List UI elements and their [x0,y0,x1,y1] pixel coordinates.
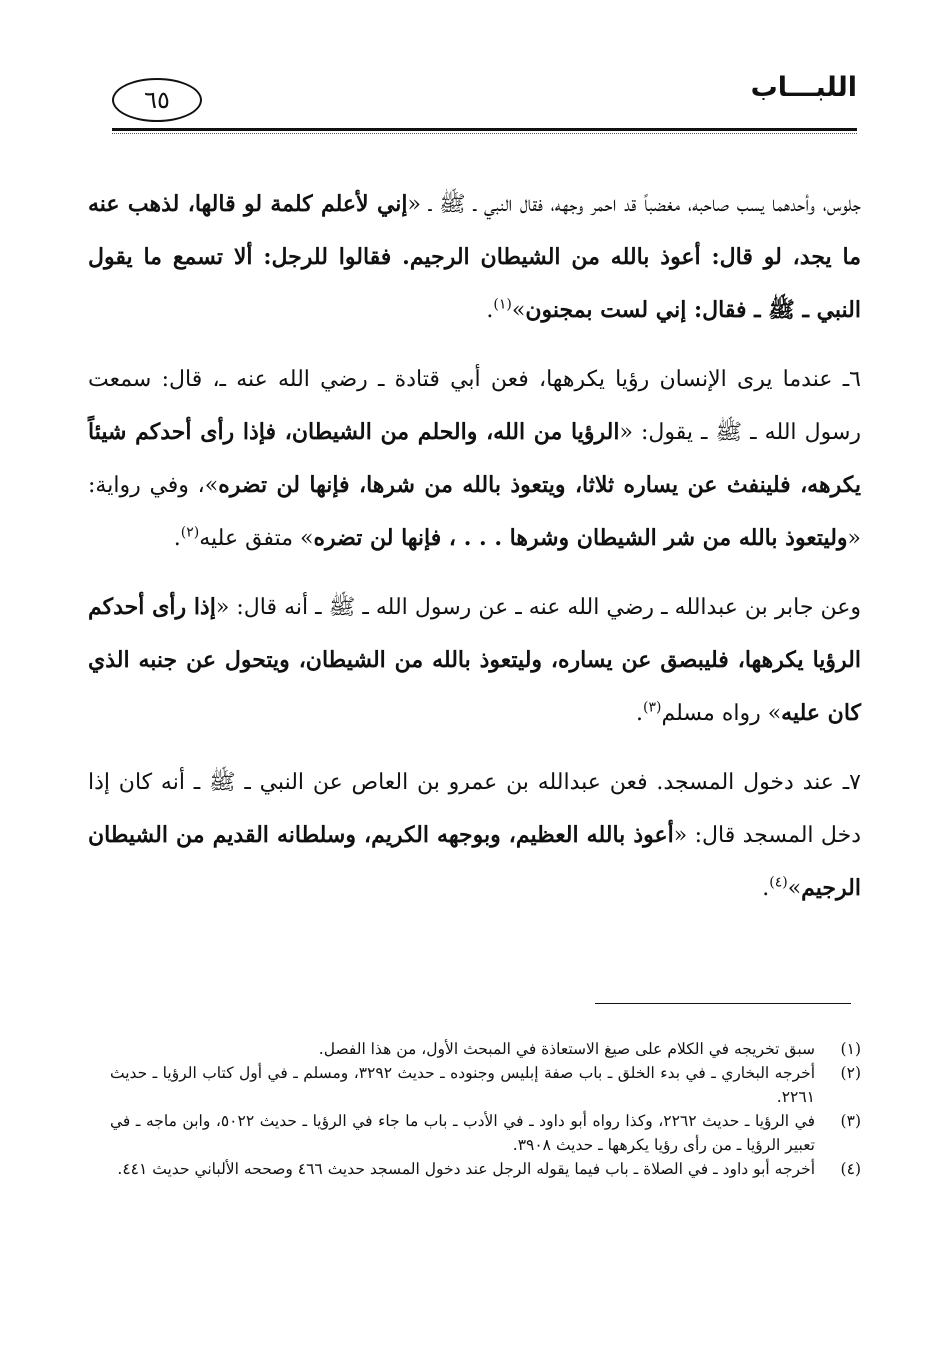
hadith-quote: إذا رأى أحدكم الرؤيا يكرهها، فليبصق عن يساره، وليتعوذ بالله من الشيطان، ويتحول عن جنبه الذي كان عليه [88,594,861,726]
footnote [110,1109,861,1157]
paragraph [88,581,861,740]
paragraph [88,178,861,337]
hadith-quote: أعوذ بالله العظيم، وبوجهه الكريم، وسلطانه القديم من الشيطان الرجيم [88,822,861,901]
footnote-number: (٢) [840,1064,861,1082]
hadith-quote: الرؤيا من الله، والحلم من الشيطان، فإذا رأى أحدكم شيئاً يكرهه، فلينفث عن يساره ثلاثا، ويتعوذ بالله من شرها، فإنها لن تضره [88,419,861,498]
text-run: » رواه مسلم [661,701,782,726]
footnote-number: (٣) [840,1112,861,1130]
footnote-text: في الرؤيا ـ حديث ٢٢٦٢، وكذا رواه أبو داود ـ في الأدب ـ باب ما جاء في الرؤيا ـ حديث ٥٠٢٢، وابن ماجه ـ في تعبير الرؤيا ـ من رأى رؤيا يكرهها ـ حديث ٣٩٠٨. [110,1112,815,1154]
footnote [110,1061,861,1109]
footnotes [110,1037,861,1181]
hadith-quote: وليتعوذ بالله من شر الشيطان وشرها . . . ، فإنها لن تضره [313,525,848,551]
text-run: وعن جابر بن عبدالله ـ رضي الله عنه ـ عن رسول الله ـ ﷺ ـ أنه قال: « [215,595,861,620]
footnote-ref: (٤) [769,874,788,891]
text-run: جلوس، وأحدهما يسب صاحبه، مغضباً قد احمر وجهه، فقال النبي ـ ﷺ ـ « [407,192,861,217]
footnote-separator [595,1003,851,1004]
body-text [88,178,861,931]
text-run: ٧ـ عند دخول المسجد. فعن عبدالله بن عمرو بن العاص عن النبي ـ ﷺ ـ أنه كان إذا دخل المسجد قال: « [88,770,861,848]
page-number: ٦٥ [112,78,202,122]
text-run: . [486,298,494,323]
text-run: . [636,701,644,726]
footnote-ref: (٣) [643,699,662,716]
footnote [110,1157,861,1181]
text-run: » متفق عليه [199,526,314,551]
header-rule-dotted [112,133,857,134]
paragraph [88,756,861,915]
header-rule [112,128,857,131]
footnote-number: (٤) [840,1160,861,1178]
footnote-ref: (٢) [180,524,200,541]
hadith-quote: إني لأعلم كلمة لو قالها، لذهب عنه ما يجد، لو قال: أعوذ بالله من الشيطان الرجيم. فقالوا للرجل: ألا تسمع ما يقول النبي ـ ﷺ ـ فقال: إني لست بمجنون [88,191,862,323]
text-run: » [511,298,526,323]
footnote-text: أخرجه أبو داود ـ في الصلاة ـ باب فيما يقوله الرجل عند دخول المسجد حديث ٤٦٦ وصححه الألباني حديث ٤٤١. [117,1160,815,1178]
text-run: . [173,526,181,551]
footnote [110,1037,861,1061]
footnote-text: سبق تخريجه في الكلام على صيغ الاستعاذة في المبحث الأول، من هذا الفصل. [318,1040,815,1058]
text-run: » [787,876,802,901]
footnote-text: أخرجه البخاري ـ في بدء الخلق ـ باب صفة إبليس وجنوده ـ حديث ٣٢٩٢، ومسلم ـ في أول كتاب الرؤيا ـ حديث ٢٢٦١. [110,1064,816,1106]
paragraph [88,353,861,565]
text-run: . [762,876,770,901]
text-run: »، وفي رواية: « [88,473,861,551]
running-title: اللبـــاب [750,72,857,103]
footnote-ref: (١) [493,296,512,313]
footnote-number: (١) [840,1040,861,1058]
text-run: ٦ـ عندما يرى الإنسان رؤيا يكرهها، فعن أبي قتادة ـ رضي الله عنه ـ، قال: سمعت رسول الله ـ ﷺ ـ يقول: « [88,367,862,445]
